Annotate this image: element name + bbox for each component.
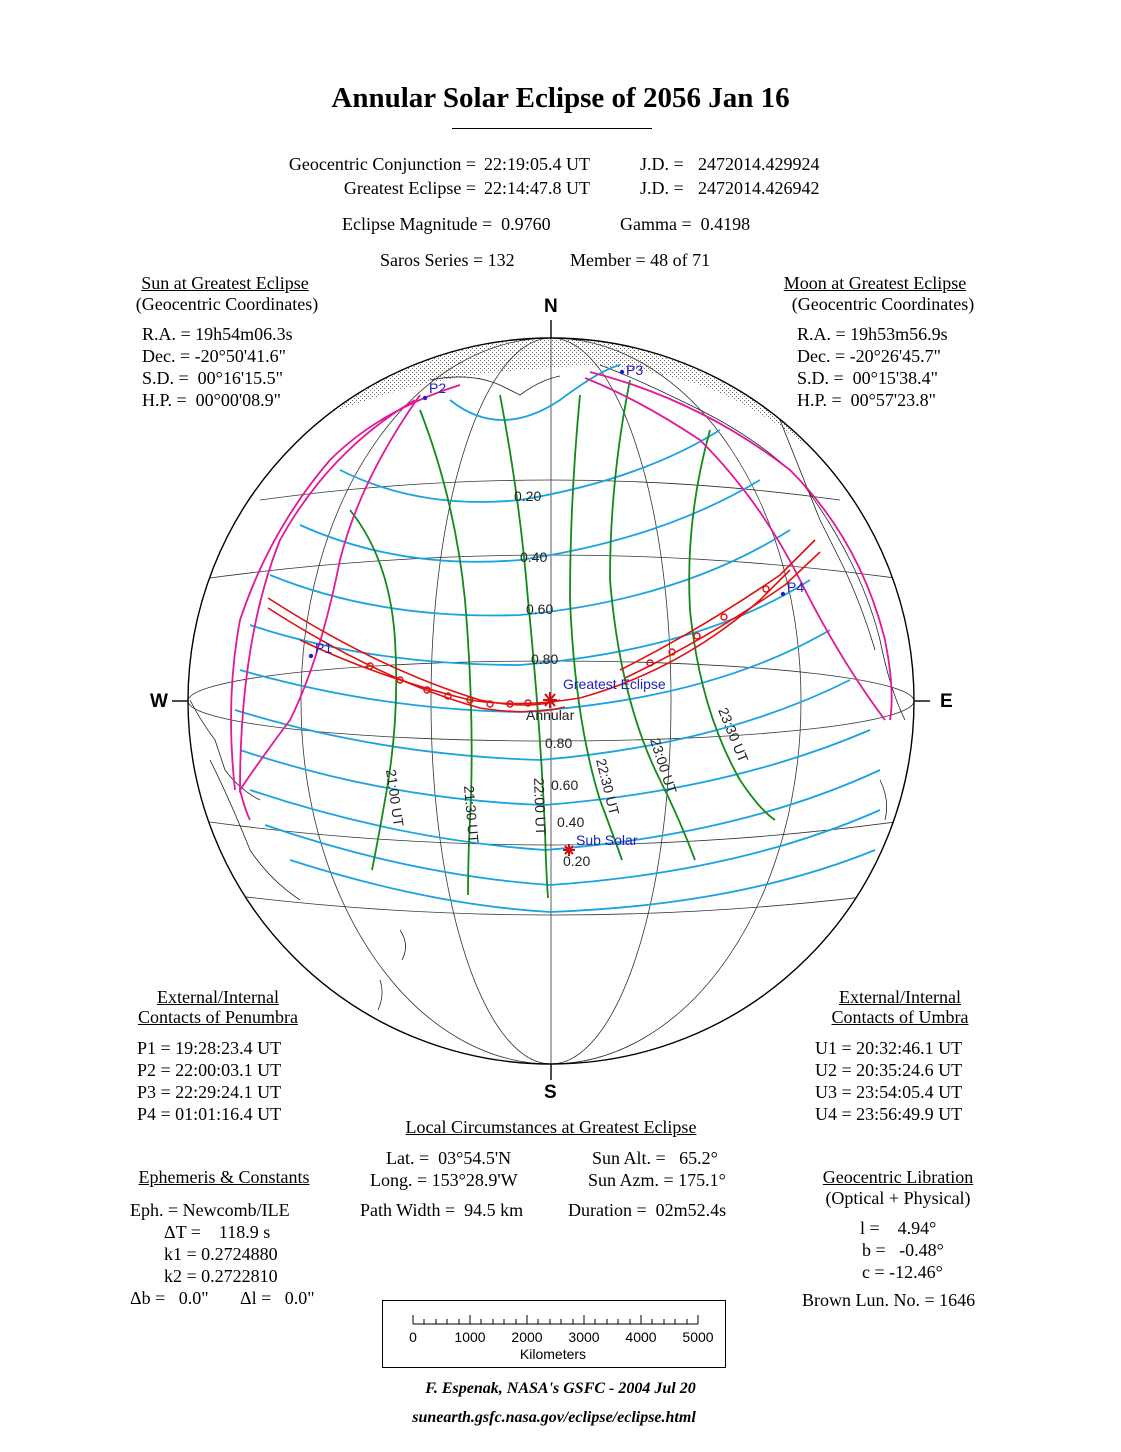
penumbra-heading-1: External/Internal (157, 987, 279, 1007)
mag-label-upper-2: 0.40 (520, 549, 548, 565)
local-heading: Local Circumstances at Greatest Eclipse (405, 1117, 697, 1137)
greatest-label: Greatest Eclipse = (343, 178, 476, 198)
libration-c: c = -12.46° (862, 1262, 943, 1282)
moon-hp: H.P. = 00°57'23.8" (797, 390, 936, 410)
umbra-u3: U3 = 23:54:05.4 UT (815, 1082, 963, 1102)
label-p1: P1 (315, 640, 333, 656)
p1-marker (309, 654, 313, 658)
scale-ruler (383, 1301, 725, 1367)
sun-hp: H.P. = 00°00'08.9" (142, 390, 281, 410)
ephemeris-k2: k2 = 0.2722810 (164, 1266, 278, 1286)
label-annular: Annular (526, 707, 575, 723)
label-sub-solar: Sub Solar (576, 832, 638, 848)
mag-label-lower-2: 0.60 (551, 777, 579, 793)
libration-subheading: (Optical + Physical) (825, 1188, 971, 1208)
umbra-u1: U1 = 20:32:46.1 UT (815, 1038, 963, 1058)
conjunction-label: Geocentric Conjunction = (288, 154, 476, 174)
compass-north: N (544, 296, 558, 317)
page-title: Annular Solar Eclipse of 2056 Jan 16 (331, 82, 790, 114)
sun-subheading: (Geocentric Coordinates) (135, 294, 319, 314)
greatest-time: 22:14:47.8 UT (484, 178, 590, 198)
p4-marker (781, 592, 785, 596)
time-label-2130: 21:30 UT (461, 784, 482, 844)
source-url: sunearth.gsfc.nasa.gov/eclipse/eclipse.html (412, 1409, 696, 1426)
scale-box (382, 1300, 726, 1368)
umbra-u2: U2 = 20:35:24.6 UT (815, 1060, 963, 1080)
umbra-heading-2: Contacts of Umbra (831, 1007, 969, 1027)
greatest-eclipse-star (543, 692, 557, 708)
scale-tick-3000: 3000 (568, 1329, 600, 1345)
p2-marker (423, 396, 427, 400)
scale-tick-5000: 5000 (682, 1329, 714, 1345)
greatest-jd-label: J.D. = (640, 178, 684, 198)
mag-label-upper-3: 0.60 (526, 601, 554, 617)
eclipse-magnitude: Eclipse Magnitude = 0.9760 (342, 214, 551, 234)
label-p4: P4 (787, 579, 805, 595)
penumbra-p2: P2 = 22:00:03.1 UT (137, 1060, 282, 1080)
ephemeris-k1: k1 = 0.2724880 (164, 1244, 278, 1264)
greatest-jd: 2472014.426942 (698, 178, 820, 198)
penumbra-heading-2: Contacts of Penumbra (138, 1007, 298, 1027)
conjunction-time: 22:19:05.4 UT (484, 154, 590, 174)
local-duration: Duration = 02m52.4s (568, 1200, 727, 1220)
libration-heading: Geocentric Libration (822, 1167, 974, 1187)
local-sun-azm: Sun Azm. = 175.1° (588, 1170, 726, 1190)
time-label-2100: 21:00 UT (383, 768, 407, 828)
ephemeris-delta-l: Δl = 0.0" (240, 1288, 315, 1308)
ephemeris-delta-t: ΔT = 118.9 s (164, 1222, 271, 1242)
mag-label-lower-1: 0.80 (545, 735, 573, 751)
ephemeris-delta-b: Δb = 0.0" (130, 1288, 209, 1308)
label-p3: P3 (626, 362, 644, 378)
saros-member: Member = 48 of 71 (570, 250, 711, 270)
saros-series: Saros Series = 132 (380, 250, 515, 270)
mag-label-upper-4: 0.80 (531, 651, 559, 667)
moon-subheading: (Geocentric Coordinates) (791, 294, 975, 314)
label-greatest-eclipse: Greatest Eclipse (563, 676, 666, 692)
brown-lunation: Brown Lun. No. = 1646 (802, 1290, 976, 1310)
time-label-2330: 23:30 UT (715, 705, 752, 765)
scale-tick-0: 0 (409, 1329, 417, 1345)
scale-unit: Kilometers (519, 1346, 587, 1362)
mag-label-upper-1: 0.20 (514, 488, 542, 504)
penumbra-p3: P3 = 22:29:24.1 UT (137, 1082, 282, 1102)
sun-ra: R.A. = 19h54m06.3s (142, 324, 293, 344)
scale-tick-4000: 4000 (625, 1329, 657, 1345)
p3-marker (620, 370, 624, 374)
penumbra-p4: P4 = 01:01:16.4 UT (137, 1104, 282, 1124)
local-lat: Lat. = 03°54.5'N (386, 1148, 512, 1168)
time-label-2200: 22:00 UT (531, 777, 550, 836)
umbra-heading-1: External/Internal (839, 987, 961, 1007)
moon-ra: R.A. = 19h53m56.9s (797, 324, 948, 344)
scale-tick-1000: 1000 (454, 1329, 486, 1345)
ephemeris-eph: Eph. = Newcomb/ILE (130, 1200, 290, 1220)
moon-dec: Dec. = -20°26'45.7" (797, 346, 941, 366)
umbra-u4: U4 = 23:56:49.9 UT (815, 1104, 963, 1124)
compass-south: S (544, 1082, 557, 1103)
sun-sd: S.D. = 00°16'15.5" (142, 368, 283, 388)
conjunction-jd: 2472014.429924 (698, 154, 820, 174)
conjunction-jd-label: J.D. = (640, 154, 684, 174)
moon-sd: S.D. = 00°15'38.4" (797, 368, 938, 388)
penumbra-p1: P1 = 19:28:23.4 UT (137, 1038, 282, 1058)
scale-tick-2000: 2000 (511, 1329, 543, 1345)
local-long: Long. = 153°28.9'W (370, 1170, 518, 1190)
moon-heading: Moon at Greatest Eclipse (783, 273, 967, 293)
gamma: Gamma = 0.4198 (620, 214, 751, 234)
sun-dec: Dec. = -20°50'41.6" (142, 346, 286, 366)
label-p2: P2 (429, 380, 447, 396)
mag-label-lower-3: 0.40 (557, 814, 585, 830)
time-label-2300: 23:00 UT (647, 735, 681, 796)
credit-line: F. Espenak, NASA's GSFC - 2004 Jul 20 (425, 1380, 696, 1397)
compass-east: E (940, 691, 953, 712)
local-sun-alt: Sun Alt. = 65.2° (592, 1148, 718, 1168)
mag-label-lower-4: 0.20 (563, 853, 591, 869)
libration-l: l = 4.94° (860, 1218, 937, 1238)
local-path-width: Path Width = 94.5 km (360, 1200, 524, 1220)
time-label-2230: 22:30 UT (593, 756, 623, 817)
libration-b: b = -0.48° (862, 1240, 944, 1260)
compass-west: W (150, 691, 168, 712)
ephemeris-heading: Ephemeris & Constants (138, 1167, 310, 1187)
sun-heading: Sun at Greatest Eclipse (141, 273, 309, 293)
